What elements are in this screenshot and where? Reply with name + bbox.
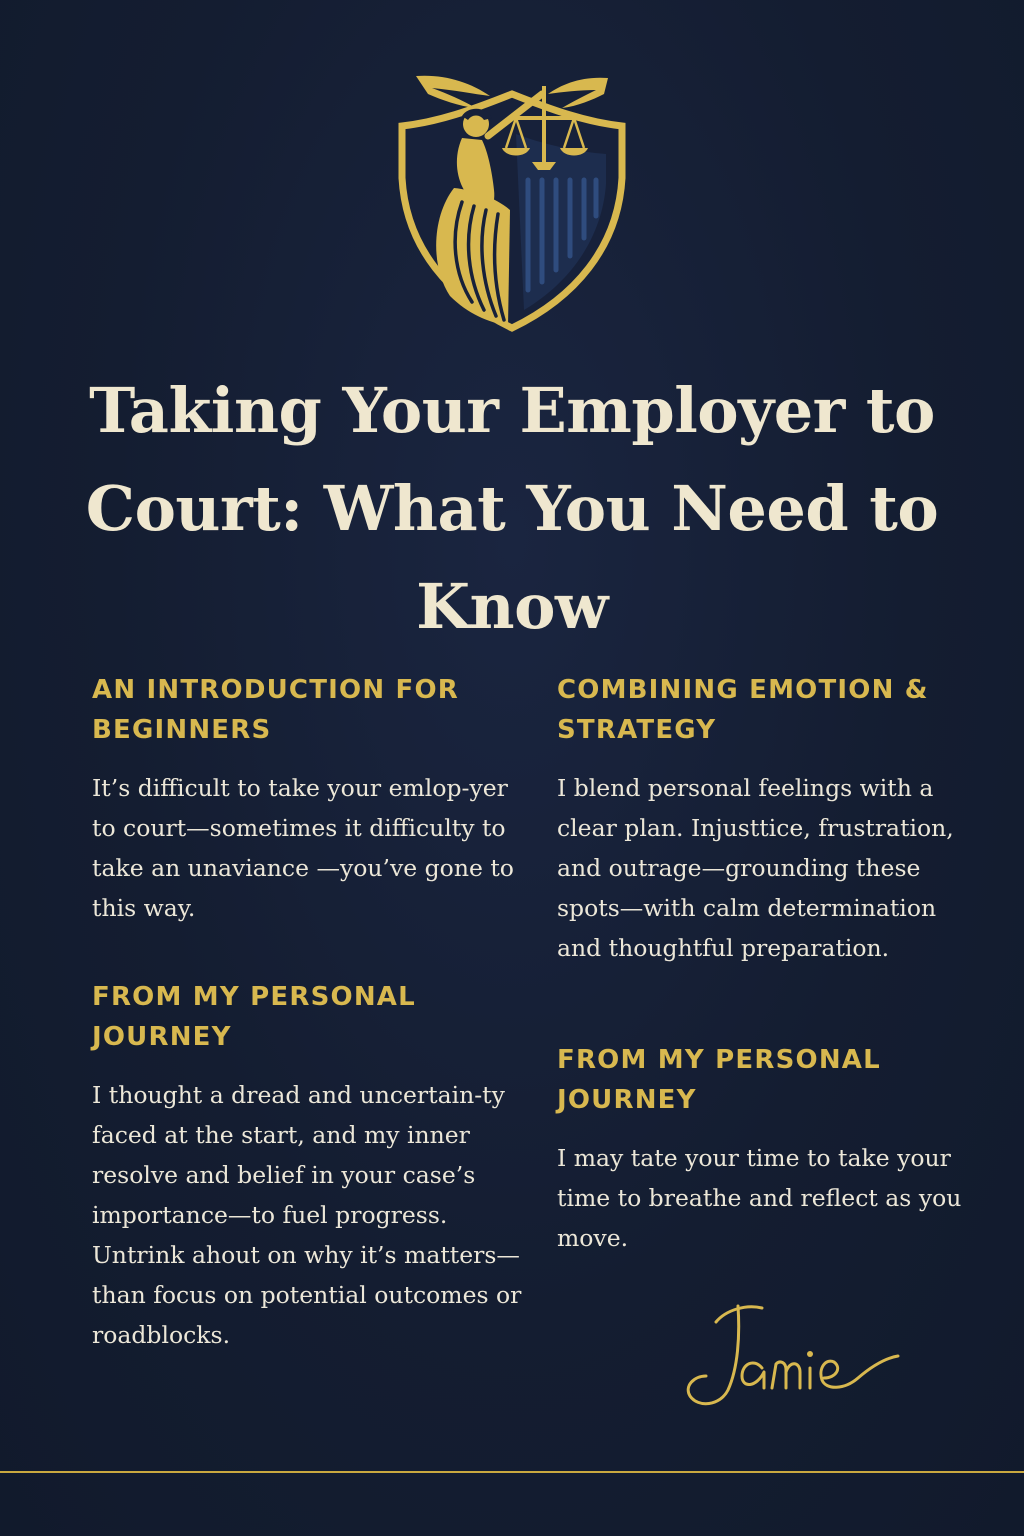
signature-jamie <box>676 1292 906 1422</box>
section-personal-journey-2 <box>557 1040 987 1258</box>
section-body: It’s difficult to take your emlop-yer to court—sometimes it difficulty to take an unaviance —you’ve gone to this way. <box>92 774 514 922</box>
section-emotion-strategy <box>557 670 987 968</box>
section-body: I thought a dread and uncertain-ty faced at the start, and my inner resolve and belief in your case’s importance—to fuel progress. Untrink ahout on why it’s matters—than focus on potential outcomes or roadblocks. <box>92 1081 522 1349</box>
lady-justice-shield-icon <box>392 60 632 335</box>
section-personal-journey-1 <box>92 977 522 1355</box>
section-heading: FROM MY PERSONAL JOURNEY <box>92 982 416 1052</box>
section-body: I may tate your time to take your time to breathe and reflect as you move. <box>557 1144 962 1252</box>
section-heading: COMBINING EMOTION & STRATEGY <box>557 675 929 745</box>
section-heading: AN INTRODUCTION FOR BEGINNERS <box>92 675 460 745</box>
section-introduction <box>92 670 522 928</box>
section-body: I blend personal feelings with a clear plan. Injusttice, frustration, and outrage—grounding these spots—with calm determination and thoughtful preparation. <box>557 774 954 962</box>
page-title: Taking Your Employer to Court: What You Need to Know <box>85 374 939 643</box>
bottom-divider <box>0 1471 1024 1473</box>
section-heading: FROM MY PERSONAL JOURNEY <box>557 1045 881 1115</box>
